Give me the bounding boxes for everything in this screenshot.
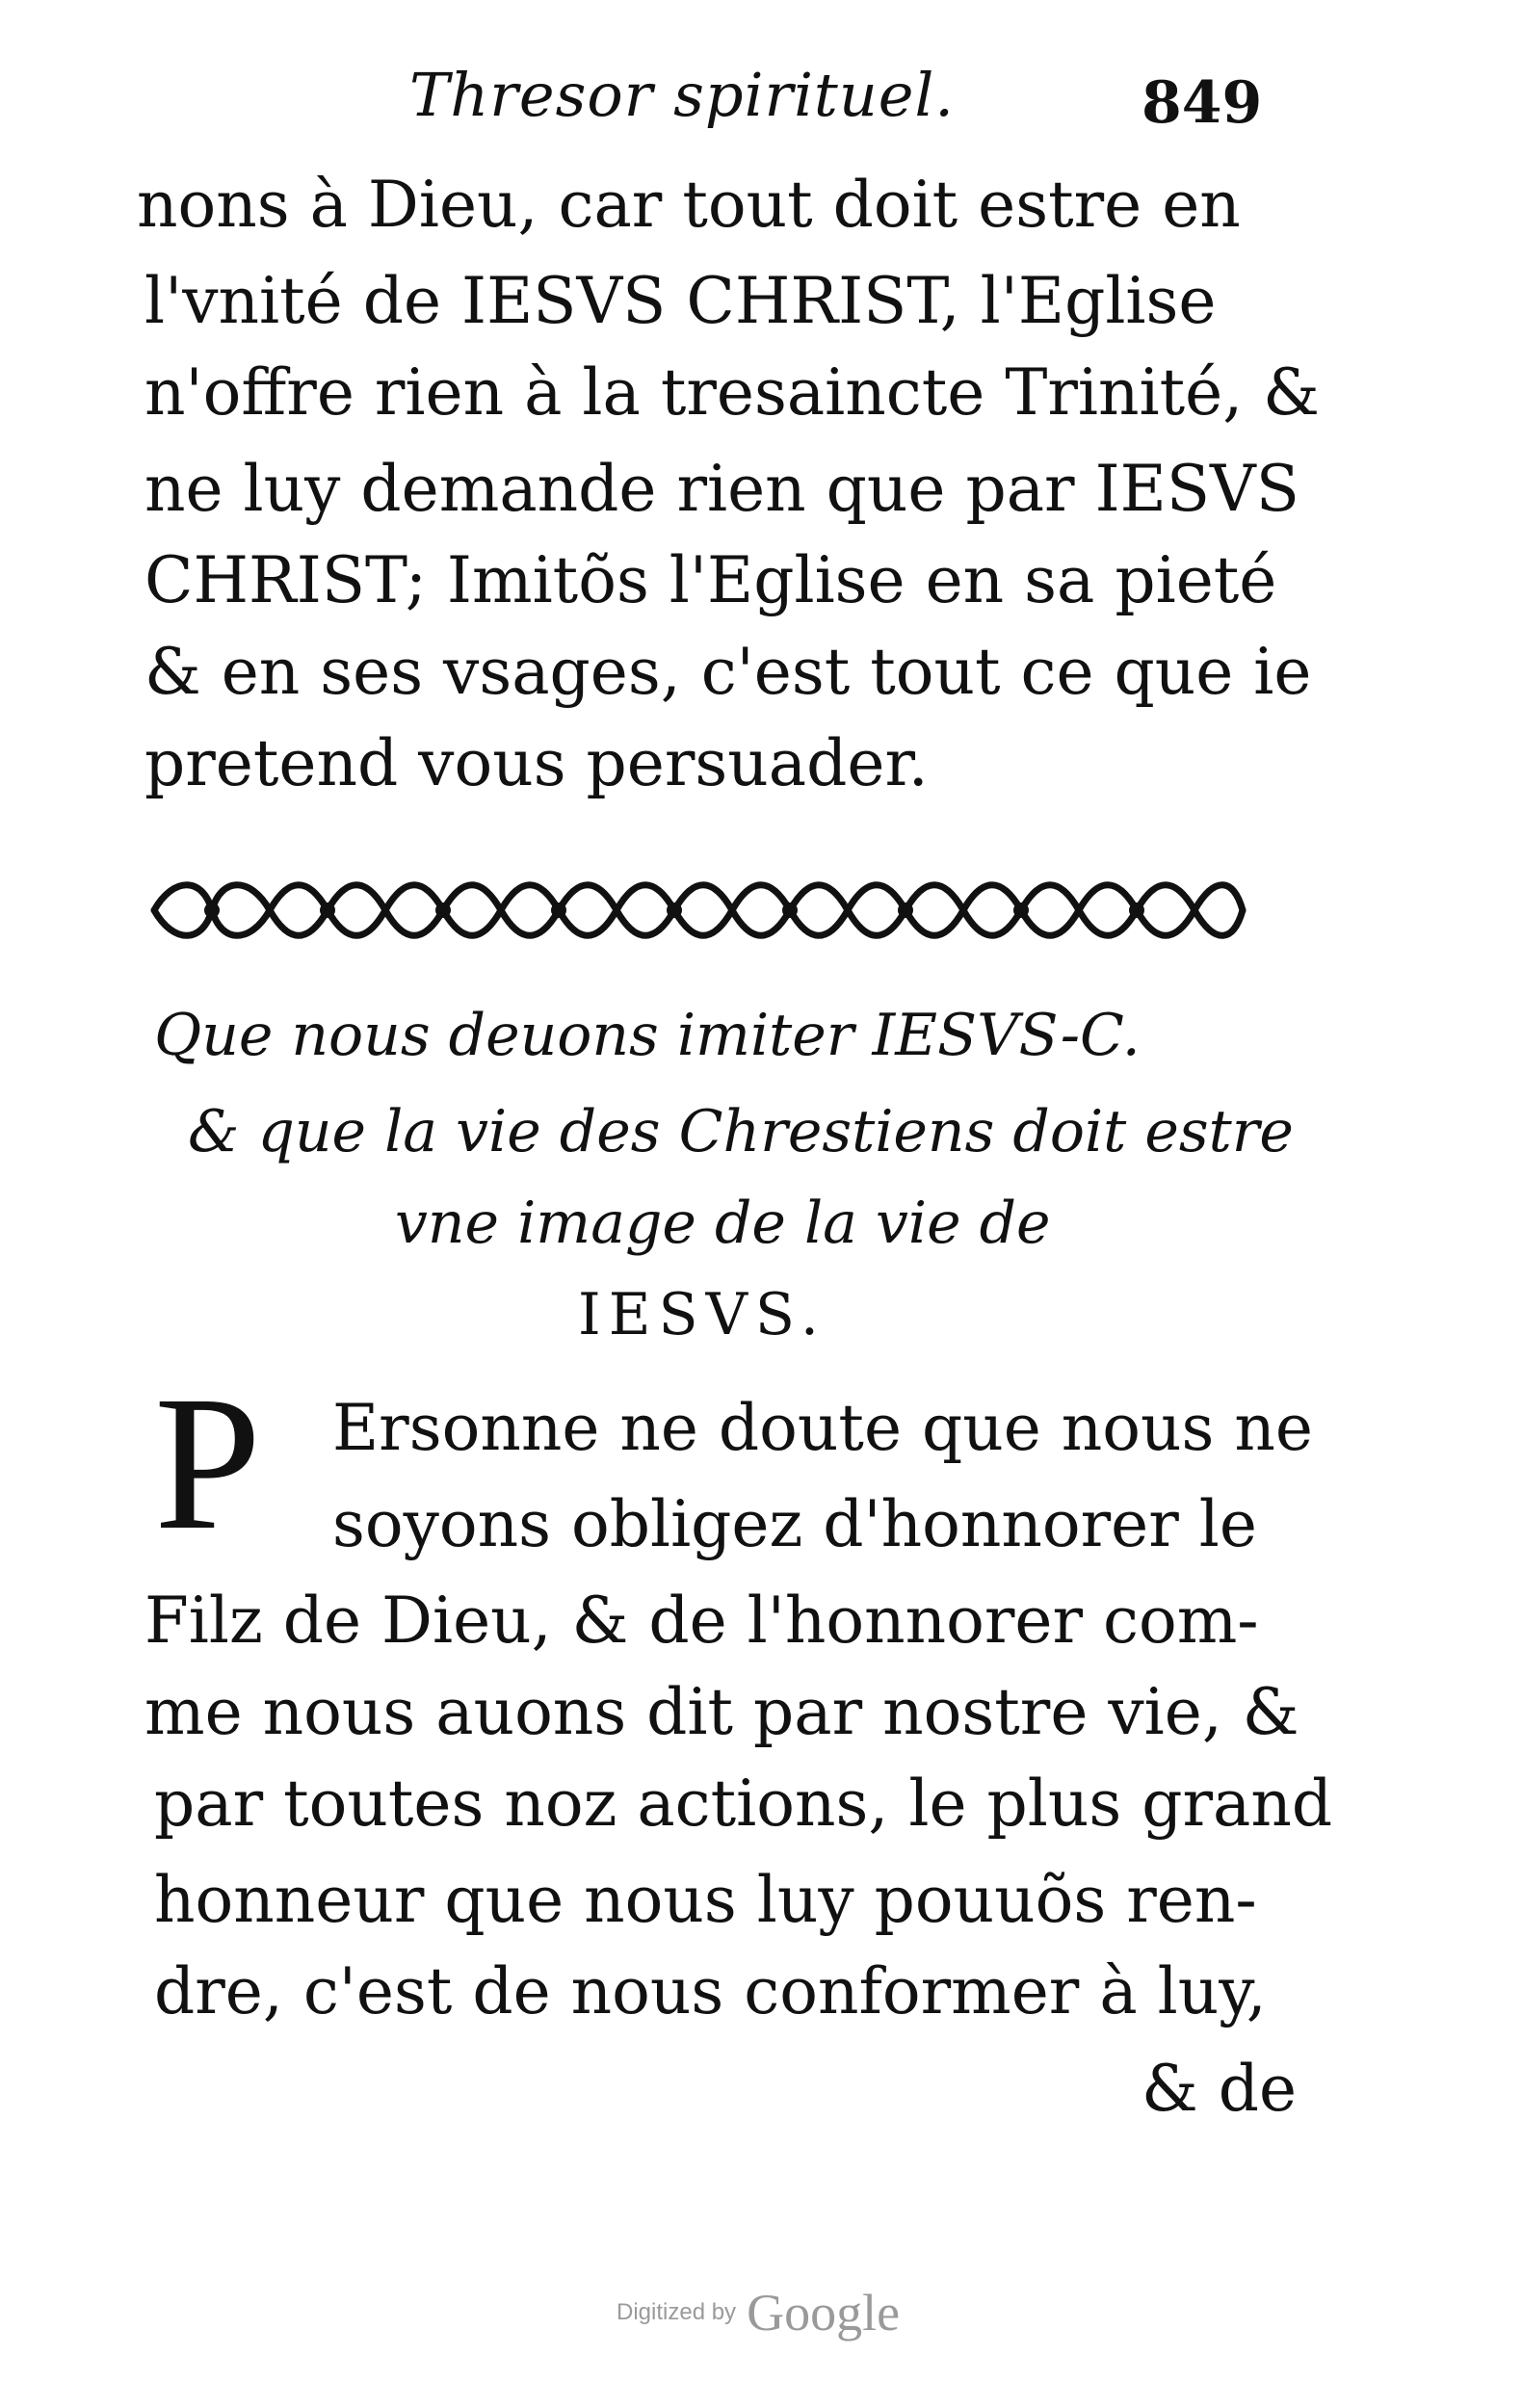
paragraph-line: soyons obligez d'honnorer le <box>332 1487 1257 1561</box>
ornamental-divider <box>144 872 1252 949</box>
section-heading-line: IESVS. <box>578 1281 827 1348</box>
text-line: l'vnité de IESVS CHRIST, l'Eglise <box>144 264 1217 338</box>
page-number: 849 <box>1142 69 1263 137</box>
paragraph-line: Filz de Dieu, & de l'honnorer com- <box>144 1584 1259 1658</box>
text-line: ne luy demande rien que par IESVS <box>144 452 1299 526</box>
digitization-watermark <box>617 2283 900 2343</box>
running-title: Thresor spirituel. <box>409 60 955 130</box>
digitized-label: Digitized by <box>617 2299 737 2325</box>
paragraph-line: me nous auons dit par nostre vie, & <box>144 1675 1299 1749</box>
paragraph-line: Ersonne ne doute que nous ne <box>332 1391 1313 1465</box>
text-line: pretend vous persuader. <box>144 726 929 800</box>
paragraph-line: honneur que nous luy pouuõs ren- <box>154 1863 1257 1937</box>
text-line: CHRIST; Imitõs l'Eglise en sa pieté <box>144 543 1277 617</box>
paragraph-line: par toutes noz actions, le plus grand <box>154 1767 1333 1841</box>
section-heading-line: vne image de la vie de <box>395 1190 1051 1257</box>
text-line: n'offre rien à la tresaincte Trinité, & <box>144 355 1320 430</box>
catchword: & de <box>1142 2052 1298 2126</box>
google-logo: Google <box>747 2284 901 2342</box>
drop-cap: P <box>154 1357 262 1570</box>
text-line: & en ses vsages, c'est tout ce que ie <box>144 635 1312 709</box>
section-heading-line: Que nous deuons imiter IESVS-C. <box>154 1002 1141 1069</box>
text-line: nons à Dieu, car tout doit estre en <box>137 168 1241 242</box>
section-heading-line: & que la vie des Chrestiens doit estre <box>188 1098 1294 1165</box>
paragraph-line: dre, c'est de nous conformer à luy, <box>154 1954 1267 2028</box>
